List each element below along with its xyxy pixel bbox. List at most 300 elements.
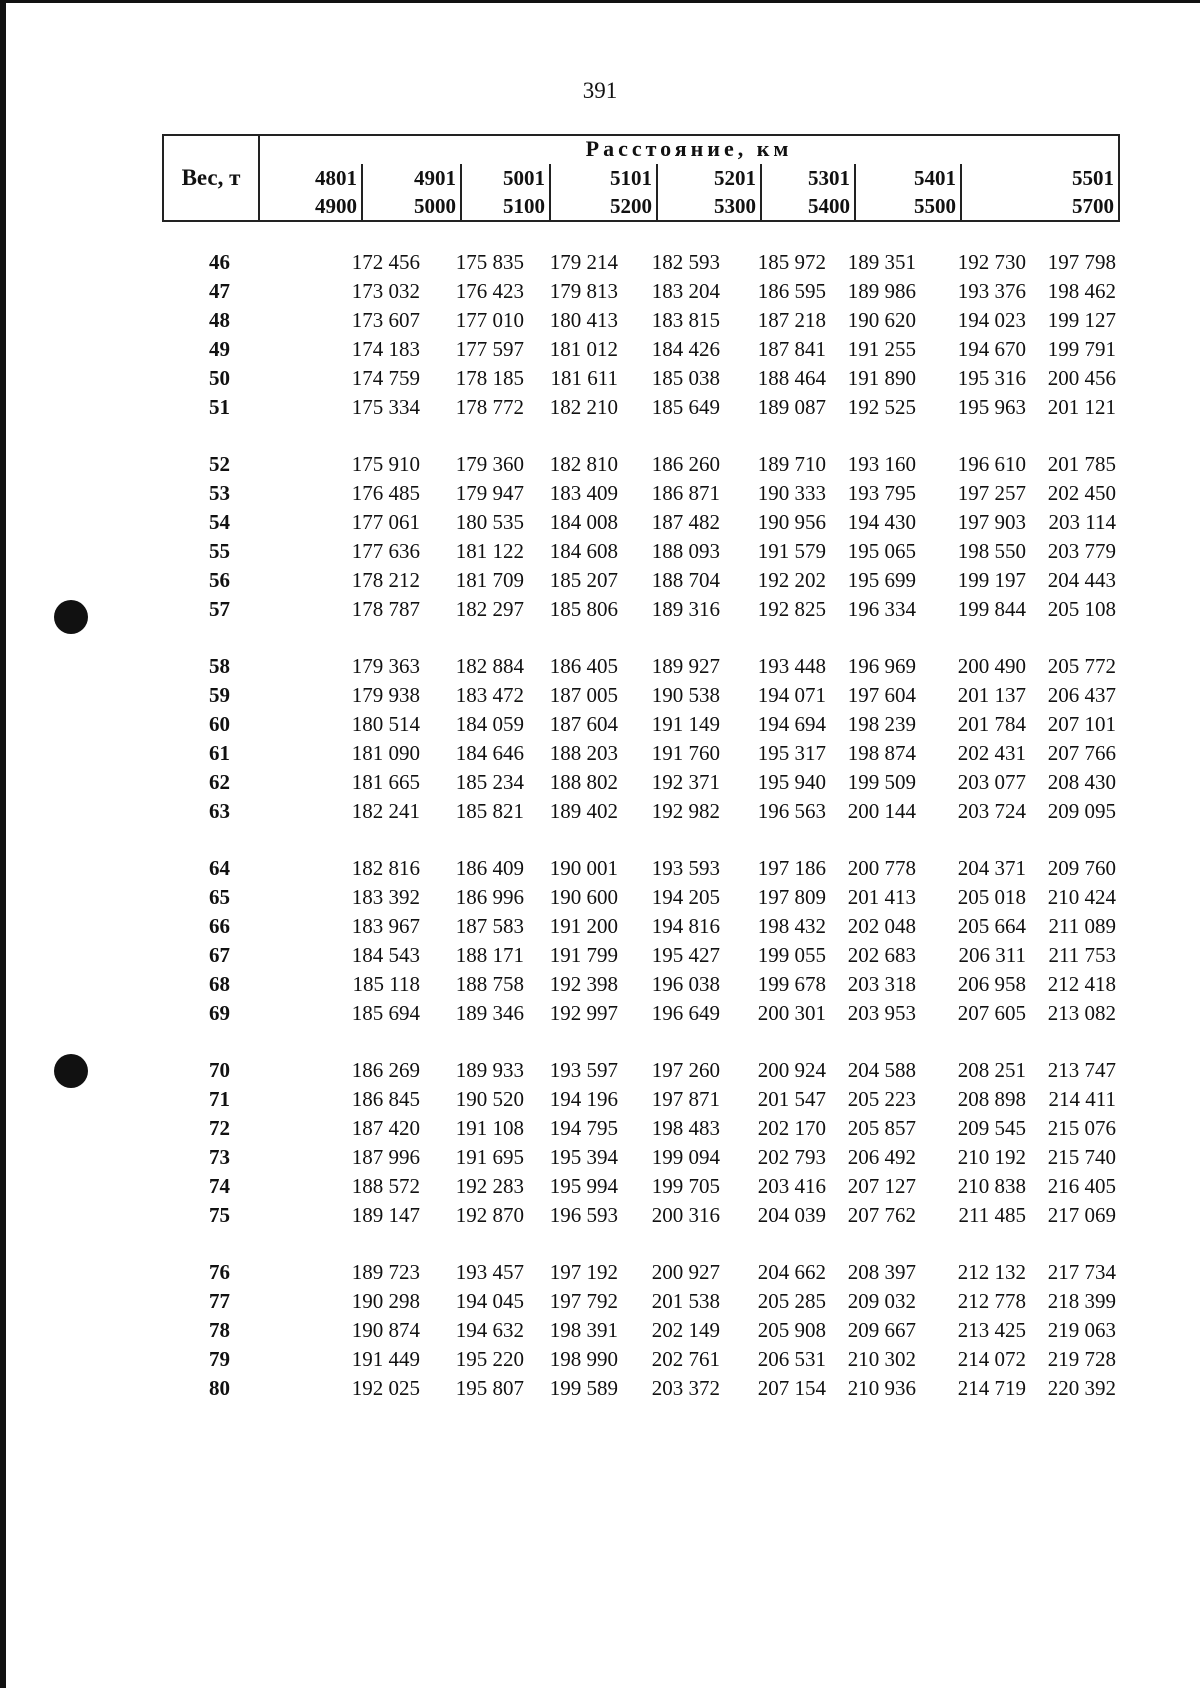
tariff-cell: 198 391 bbox=[549, 1318, 618, 1342]
table-row bbox=[162, 741, 1120, 770]
weight-cell: 75 bbox=[209, 1203, 230, 1227]
weight-cell: 51 bbox=[209, 395, 230, 419]
tariff-cell: 195 394 bbox=[549, 1145, 618, 1169]
tariff-cell: 212 132 bbox=[957, 1260, 1026, 1284]
range-from: 5201 bbox=[714, 166, 756, 190]
tariff-cell: 178 787 bbox=[351, 597, 420, 621]
tariff-cell: 190 001 bbox=[549, 856, 618, 880]
tariff-cell: 206 311 bbox=[958, 943, 1026, 967]
tariff-cell: 206 958 bbox=[957, 972, 1026, 996]
range-to: 5000 bbox=[414, 194, 456, 218]
tariff-cell: 205 772 bbox=[1047, 654, 1116, 678]
tariff-cell: 192 997 bbox=[549, 1001, 618, 1025]
tariff-cell: 209 760 bbox=[1047, 856, 1116, 880]
table-row bbox=[162, 539, 1120, 568]
table-row bbox=[162, 1058, 1120, 1087]
tariff-cell: 185 972 bbox=[757, 250, 826, 274]
tariff-cell: 201 538 bbox=[651, 1289, 720, 1313]
tariff-cell: 204 443 bbox=[1047, 568, 1116, 592]
weight-cell: 71 bbox=[209, 1087, 230, 1111]
tariff-cell: 191 890 bbox=[847, 366, 916, 390]
table-row bbox=[162, 683, 1120, 712]
tariff-cell: 197 257 bbox=[957, 481, 1026, 505]
tariff-cell: 178 772 bbox=[455, 395, 524, 419]
tariff-cell: 185 806 bbox=[549, 597, 618, 621]
tariff-cell: 192 398 bbox=[549, 972, 618, 996]
tariff-cell: 197 186 bbox=[757, 856, 826, 880]
weight-cell: 65 bbox=[209, 885, 230, 909]
tariff-cell: 199 678 bbox=[757, 972, 826, 996]
weight-cell: 61 bbox=[209, 741, 230, 765]
tariff-cell: 191 449 bbox=[351, 1347, 420, 1371]
tariff-cell: 194 071 bbox=[757, 683, 826, 707]
tariff-cell: 191 200 bbox=[549, 914, 618, 938]
tariff-cell: 193 597 bbox=[549, 1058, 618, 1082]
tariff-cell: 193 376 bbox=[957, 279, 1026, 303]
tariff-cell: 209 032 bbox=[847, 1289, 916, 1313]
tariff-cell: 183 472 bbox=[455, 683, 524, 707]
tariff-cell: 202 048 bbox=[847, 914, 916, 938]
tariff-cell: 186 269 bbox=[351, 1058, 420, 1082]
tariff-cell: 191 108 bbox=[455, 1116, 524, 1140]
distance-range-header bbox=[462, 164, 551, 220]
tariff-cell: 213 747 bbox=[1047, 1058, 1116, 1082]
tariff-cell: 194 196 bbox=[549, 1087, 618, 1111]
tariff-cell: 194 816 bbox=[651, 914, 720, 938]
tariff-cell: 200 301 bbox=[757, 1001, 826, 1025]
range-to: 5500 bbox=[914, 194, 956, 218]
tariff-cell: 207 605 bbox=[957, 1001, 1026, 1025]
tariff-cell: 197 192 bbox=[549, 1260, 618, 1284]
weight-cell: 46 bbox=[209, 250, 230, 274]
table-row bbox=[162, 1318, 1120, 1347]
weight-cell: 55 bbox=[209, 539, 230, 563]
weight-cell: 69 bbox=[209, 1001, 230, 1025]
tariff-cell: 178 185 bbox=[455, 366, 524, 390]
tariff-cell: 199 094 bbox=[651, 1145, 720, 1169]
tariff-cell: 200 144 bbox=[847, 799, 916, 823]
tariff-cell: 199 791 bbox=[1047, 337, 1116, 361]
weight-cell: 50 bbox=[209, 366, 230, 390]
tariff-cell: 197 809 bbox=[757, 885, 826, 909]
table-row bbox=[162, 799, 1120, 828]
weight-cell: 76 bbox=[209, 1260, 230, 1284]
tariff-cell: 179 938 bbox=[351, 683, 420, 707]
weight-cell: 68 bbox=[209, 972, 230, 996]
tariff-cell: 189 351 bbox=[847, 250, 916, 274]
tariff-cell: 204 662 bbox=[757, 1260, 826, 1284]
tariff-cell: 198 462 bbox=[1047, 279, 1116, 303]
tariff-cell: 174 183 bbox=[351, 337, 420, 361]
tariff-cell: 215 740 bbox=[1047, 1145, 1116, 1169]
weight-cell: 57 bbox=[209, 597, 230, 621]
tariff-cell: 207 154 bbox=[757, 1376, 826, 1400]
tariff-cell: 182 297 bbox=[455, 597, 524, 621]
tariff-cell: 190 298 bbox=[351, 1289, 420, 1313]
tariff-cell: 198 550 bbox=[957, 539, 1026, 563]
tariff-cell: 185 118 bbox=[352, 972, 420, 996]
tariff-cell: 202 761 bbox=[651, 1347, 720, 1371]
tariff-cell: 186 996 bbox=[455, 885, 524, 909]
table-row bbox=[162, 337, 1120, 366]
tariff-cell: 194 632 bbox=[455, 1318, 524, 1342]
tariff-cell: 183 967 bbox=[351, 914, 420, 938]
weight-cell: 58 bbox=[209, 654, 230, 678]
tariff-cell: 192 283 bbox=[455, 1174, 524, 1198]
tariff-cell: 196 610 bbox=[957, 452, 1026, 476]
tariff-cell: 199 844 bbox=[957, 597, 1026, 621]
tariff-cell: 201 785 bbox=[1047, 452, 1116, 476]
tariff-cell: 197 903 bbox=[957, 510, 1026, 534]
table-row bbox=[162, 1203, 1120, 1232]
tariff-cell: 202 450 bbox=[1047, 481, 1116, 505]
weight-cell: 49 bbox=[209, 337, 230, 361]
tariff-cell: 211 485 bbox=[958, 1203, 1026, 1227]
tariff-cell: 208 430 bbox=[1047, 770, 1116, 794]
tariff-cell: 177 061 bbox=[351, 510, 420, 534]
tariff-cell: 214 719 bbox=[957, 1376, 1026, 1400]
tariff-cell: 180 514 bbox=[351, 712, 420, 736]
tariff-cell: 179 363 bbox=[351, 654, 420, 678]
tariff-cell: 194 205 bbox=[651, 885, 720, 909]
range-to: 5700 bbox=[1072, 194, 1114, 218]
tariff-cell: 176 485 bbox=[351, 481, 420, 505]
table-row bbox=[162, 279, 1120, 308]
tariff-cell: 201 413 bbox=[847, 885, 916, 909]
tariff-cell: 199 127 bbox=[1047, 308, 1116, 332]
tariff-cell: 186 260 bbox=[651, 452, 720, 476]
tariff-cell: 172 456 bbox=[351, 250, 420, 274]
distance-range-header bbox=[658, 164, 762, 220]
tariff-cell: 179 214 bbox=[549, 250, 618, 274]
tariff-cell: 200 316 bbox=[651, 1203, 720, 1227]
tariff-cell: 193 795 bbox=[847, 481, 916, 505]
tariff-cell: 188 802 bbox=[549, 770, 618, 794]
tariff-cell: 201 137 bbox=[957, 683, 1026, 707]
tariff-cell: 194 795 bbox=[549, 1116, 618, 1140]
table-row bbox=[162, 1145, 1120, 1174]
weight-cell: 70 bbox=[209, 1058, 230, 1082]
tariff-cell: 185 821 bbox=[455, 799, 524, 823]
range-from: 4801 bbox=[315, 166, 357, 190]
tariff-cell: 189 933 bbox=[455, 1058, 524, 1082]
tariff-cell: 219 063 bbox=[1047, 1318, 1116, 1342]
table-row bbox=[162, 481, 1120, 510]
weight-cell: 74 bbox=[209, 1174, 230, 1198]
tariff-cell: 203 953 bbox=[847, 1001, 916, 1025]
tariff-cell: 201 784 bbox=[957, 712, 1026, 736]
tariff-cell: 205 108 bbox=[1047, 597, 1116, 621]
tariff-cell: 184 608 bbox=[549, 539, 618, 563]
range-from: 4901 bbox=[414, 166, 456, 190]
tariff-cell: 189 316 bbox=[651, 597, 720, 621]
tariff-cell: 195 317 bbox=[757, 741, 826, 765]
tariff-cell: 197 604 bbox=[847, 683, 916, 707]
table-row bbox=[162, 250, 1120, 279]
tariff-cell: 197 871 bbox=[651, 1087, 720, 1111]
weight-cell: 53 bbox=[209, 481, 230, 505]
tariff-cell: 198 483 bbox=[651, 1116, 720, 1140]
tariff-cell: 190 600 bbox=[549, 885, 618, 909]
distance-range-header bbox=[551, 164, 658, 220]
tariff-cell: 208 397 bbox=[847, 1260, 916, 1284]
tariff-cell: 188 464 bbox=[757, 366, 826, 390]
distance-header: Расстояние, км bbox=[585, 136, 793, 161]
tariff-cell: 198 990 bbox=[549, 1347, 618, 1371]
table-row bbox=[162, 308, 1120, 337]
tariff-cell: 188 758 bbox=[455, 972, 524, 996]
tariff-cell: 187 583 bbox=[455, 914, 524, 938]
tariff-cell: 209 667 bbox=[847, 1318, 916, 1342]
tariff-cell: 189 986 bbox=[847, 279, 916, 303]
tariff-cell: 203 318 bbox=[847, 972, 916, 996]
range-to: 5300 bbox=[714, 194, 756, 218]
tariff-cell: 188 093 bbox=[651, 539, 720, 563]
tariff-cell: 181 012 bbox=[549, 337, 618, 361]
tariff-cell: 191 760 bbox=[651, 741, 720, 765]
tariff-cell: 187 604 bbox=[549, 712, 618, 736]
table-row bbox=[162, 943, 1120, 972]
tariff-cell: 187 841 bbox=[757, 337, 826, 361]
tariff-cell: 211 753 bbox=[1048, 943, 1116, 967]
tariff-cell: 190 874 bbox=[351, 1318, 420, 1342]
tariff-cell: 217 734 bbox=[1047, 1260, 1116, 1284]
tariff-cell: 187 005 bbox=[549, 683, 618, 707]
tariff-cell: 191 695 bbox=[455, 1145, 524, 1169]
tariff-cell: 198 874 bbox=[847, 741, 916, 765]
tariff-cell: 194 694 bbox=[757, 712, 826, 736]
tariff-cell: 192 202 bbox=[757, 568, 826, 592]
tariff-cell: 210 838 bbox=[957, 1174, 1026, 1198]
tariff-cell: 202 683 bbox=[847, 943, 916, 967]
tariff-cell: 177 636 bbox=[351, 539, 420, 563]
table-row bbox=[162, 395, 1120, 424]
distance-range-header bbox=[762, 164, 856, 220]
tariff-cell: 180 535 bbox=[455, 510, 524, 534]
tariff-cell: 189 710 bbox=[757, 452, 826, 476]
tariff-cell: 203 779 bbox=[1047, 539, 1116, 563]
tariff-cell: 204 371 bbox=[957, 856, 1026, 880]
weight-cell: 56 bbox=[209, 568, 230, 592]
tariff-cell: 213 082 bbox=[1047, 1001, 1116, 1025]
tariff-cell: 192 371 bbox=[651, 770, 720, 794]
tariff-cell: 220 392 bbox=[1047, 1376, 1116, 1400]
tariff-cell: 198 239 bbox=[847, 712, 916, 736]
tariff-cell: 207 762 bbox=[847, 1203, 916, 1227]
tariff-cell: 210 424 bbox=[1047, 885, 1116, 909]
tariff-cell: 186 409 bbox=[455, 856, 524, 880]
weight-cell: 78 bbox=[209, 1318, 230, 1342]
tariff-cell: 191 255 bbox=[847, 337, 916, 361]
weight-cell: 72 bbox=[209, 1116, 230, 1140]
tariff-cell: 189 927 bbox=[651, 654, 720, 678]
tariff-cell: 184 426 bbox=[651, 337, 720, 361]
tariff-cell: 202 149 bbox=[651, 1318, 720, 1342]
tariff-cell: 182 884 bbox=[455, 654, 524, 678]
tariff-cell: 186 595 bbox=[757, 279, 826, 303]
tariff-cell: 210 936 bbox=[847, 1376, 916, 1400]
table-row bbox=[162, 856, 1120, 885]
tariff-cell: 199 055 bbox=[757, 943, 826, 967]
tariff-cell: 212 778 bbox=[957, 1289, 1026, 1313]
weight-cell: 64 bbox=[209, 856, 230, 880]
tariff-cell: 205 908 bbox=[757, 1318, 826, 1342]
distance-range-header bbox=[962, 164, 1118, 220]
table-row bbox=[162, 1289, 1120, 1318]
distance-range-header bbox=[363, 164, 462, 220]
tariff-cell: 189 346 bbox=[455, 1001, 524, 1025]
tariff-cell: 196 649 bbox=[651, 1001, 720, 1025]
tariff-cell: 210 192 bbox=[957, 1145, 1026, 1169]
table-row bbox=[162, 510, 1120, 539]
distance-range-header bbox=[260, 164, 363, 220]
tariff-cell: 181 665 bbox=[351, 770, 420, 794]
tariff-cell: 178 212 bbox=[351, 568, 420, 592]
tariff-cell: 208 251 bbox=[957, 1058, 1026, 1082]
tariff-cell: 186 845 bbox=[351, 1087, 420, 1111]
tariff-cell: 195 065 bbox=[847, 539, 916, 563]
tariff-cell: 182 241 bbox=[351, 799, 420, 823]
tariff-cell: 200 924 bbox=[757, 1058, 826, 1082]
tariff-cell: 173 607 bbox=[351, 308, 420, 332]
weight-cell: 52 bbox=[209, 452, 230, 476]
tariff-cell: 185 694 bbox=[351, 1001, 420, 1025]
tariff-cell: 186 871 bbox=[651, 481, 720, 505]
tariff-cell: 182 816 bbox=[351, 856, 420, 880]
tariff-cell: 183 815 bbox=[651, 308, 720, 332]
tariff-cell: 180 413 bbox=[549, 308, 618, 332]
tariff-cell: 194 430 bbox=[847, 510, 916, 534]
tariff-cell: 217 069 bbox=[1047, 1203, 1116, 1227]
tariff-cell: 195 220 bbox=[455, 1347, 524, 1371]
tariff-cell: 185 649 bbox=[651, 395, 720, 419]
tariff-cell: 196 593 bbox=[549, 1203, 618, 1227]
table-row bbox=[162, 914, 1120, 943]
tariff-cell: 187 420 bbox=[351, 1116, 420, 1140]
tariff-cell: 212 418 bbox=[1047, 972, 1116, 996]
tariff-cell: 194 045 bbox=[455, 1289, 524, 1313]
tariff-cell: 199 197 bbox=[957, 568, 1026, 592]
tariff-cell: 177 597 bbox=[455, 337, 524, 361]
tariff-cell: 175 334 bbox=[351, 395, 420, 419]
table-row bbox=[162, 972, 1120, 1001]
tariff-cell: 179 947 bbox=[455, 481, 524, 505]
tariff-cell: 202 170 bbox=[757, 1116, 826, 1140]
tariff-cell: 184 008 bbox=[549, 510, 618, 534]
table-row bbox=[162, 1347, 1120, 1376]
tariff-cell: 213 425 bbox=[957, 1318, 1026, 1342]
tariff-cell: 183 204 bbox=[651, 279, 720, 303]
tariff-cell: 208 898 bbox=[957, 1087, 1026, 1111]
tariff-cell: 181 611 bbox=[550, 366, 618, 390]
weight-cell: 73 bbox=[209, 1145, 230, 1169]
tariff-cell: 179 360 bbox=[455, 452, 524, 476]
tariff-cell: 201 547 bbox=[757, 1087, 826, 1111]
tariff-cell: 191 579 bbox=[757, 539, 826, 563]
tariff-cell: 193 593 bbox=[651, 856, 720, 880]
tariff-cell: 182 593 bbox=[651, 250, 720, 274]
tariff-cell: 195 699 bbox=[847, 568, 916, 592]
tariff-cell: 200 490 bbox=[957, 654, 1026, 678]
tariff-cell: 209 095 bbox=[1047, 799, 1116, 823]
range-from: 5101 bbox=[610, 166, 652, 190]
distance-range-header bbox=[856, 164, 962, 220]
tariff-cell: 189 402 bbox=[549, 799, 618, 823]
tariff-cell: 214 072 bbox=[957, 1347, 1026, 1371]
tariff-cell: 190 520 bbox=[455, 1087, 524, 1111]
tariff-cell: 207 766 bbox=[1047, 741, 1116, 765]
weight-cell: 62 bbox=[209, 770, 230, 794]
punch-hole-mark bbox=[54, 600, 88, 634]
tariff-cell: 184 646 bbox=[455, 741, 524, 765]
tariff-cell: 197 798 bbox=[1047, 250, 1116, 274]
weight-cell: 79 bbox=[209, 1347, 230, 1371]
tariff-cell: 216 405 bbox=[1047, 1174, 1116, 1198]
tariff-cell: 184 543 bbox=[351, 943, 420, 967]
tariff-cell: 185 234 bbox=[455, 770, 524, 794]
tariff-cell: 196 334 bbox=[847, 597, 916, 621]
tariff-cell: 219 728 bbox=[1047, 1347, 1116, 1371]
tariff-cell: 200 778 bbox=[847, 856, 916, 880]
tariff-cell: 207 127 bbox=[847, 1174, 916, 1198]
tariff-cell: 186 405 bbox=[549, 654, 618, 678]
tariff-cell: 190 333 bbox=[757, 481, 826, 505]
tariff-cell: 174 759 bbox=[351, 366, 420, 390]
tariff-cell: 195 940 bbox=[757, 770, 826, 794]
tariff-cell: 197 792 bbox=[549, 1289, 618, 1313]
page-number: 391 bbox=[582, 78, 618, 103]
tariff-cell: 201 121 bbox=[1047, 395, 1116, 419]
tariff-cell: 187 482 bbox=[651, 510, 720, 534]
tariff-cell: 173 032 bbox=[351, 279, 420, 303]
tariff-cell: 218 399 bbox=[1047, 1289, 1116, 1313]
table-row bbox=[162, 568, 1120, 597]
tariff-cell: 181 122 bbox=[455, 539, 524, 563]
table-row bbox=[162, 597, 1120, 626]
table-row bbox=[162, 1116, 1120, 1145]
tariff-cell: 192 025 bbox=[351, 1376, 420, 1400]
tariff-cell: 203 114 bbox=[1048, 510, 1116, 534]
weight-cell: 59 bbox=[209, 683, 230, 707]
tariff-cell: 200 456 bbox=[1047, 366, 1116, 390]
tariff-cell: 196 969 bbox=[847, 654, 916, 678]
tariff-cell: 203 416 bbox=[757, 1174, 826, 1198]
tariff-cell: 205 285 bbox=[757, 1289, 826, 1313]
tariff-cell: 175 835 bbox=[455, 250, 524, 274]
range-from: 5501 bbox=[1072, 166, 1114, 190]
tariff-cell: 189 723 bbox=[351, 1260, 420, 1284]
tariff-cell: 185 207 bbox=[549, 568, 618, 592]
tariff-cell: 206 492 bbox=[847, 1145, 916, 1169]
tariff-cell: 202 793 bbox=[757, 1145, 826, 1169]
tariff-cell: 205 018 bbox=[957, 885, 1026, 909]
table-row bbox=[162, 1087, 1120, 1116]
tariff-cell: 188 203 bbox=[549, 741, 618, 765]
weight-cell: 60 bbox=[209, 712, 230, 736]
tariff-cell: 194 023 bbox=[957, 308, 1026, 332]
tariff-cell: 202 431 bbox=[957, 741, 1026, 765]
tariff-cell: 181 709 bbox=[455, 568, 524, 592]
tariff-cell: 209 545 bbox=[957, 1116, 1026, 1140]
weight-cell: 67 bbox=[209, 943, 230, 967]
tariff-cell: 189 147 bbox=[351, 1203, 420, 1227]
table-row bbox=[162, 366, 1120, 395]
tariff-cell: 195 427 bbox=[651, 943, 720, 967]
tariff-cell: 192 730 bbox=[957, 250, 1026, 274]
table-row bbox=[162, 712, 1120, 741]
tariff-cell: 182 210 bbox=[549, 395, 618, 419]
tariff-cell: 198 432 bbox=[757, 914, 826, 938]
